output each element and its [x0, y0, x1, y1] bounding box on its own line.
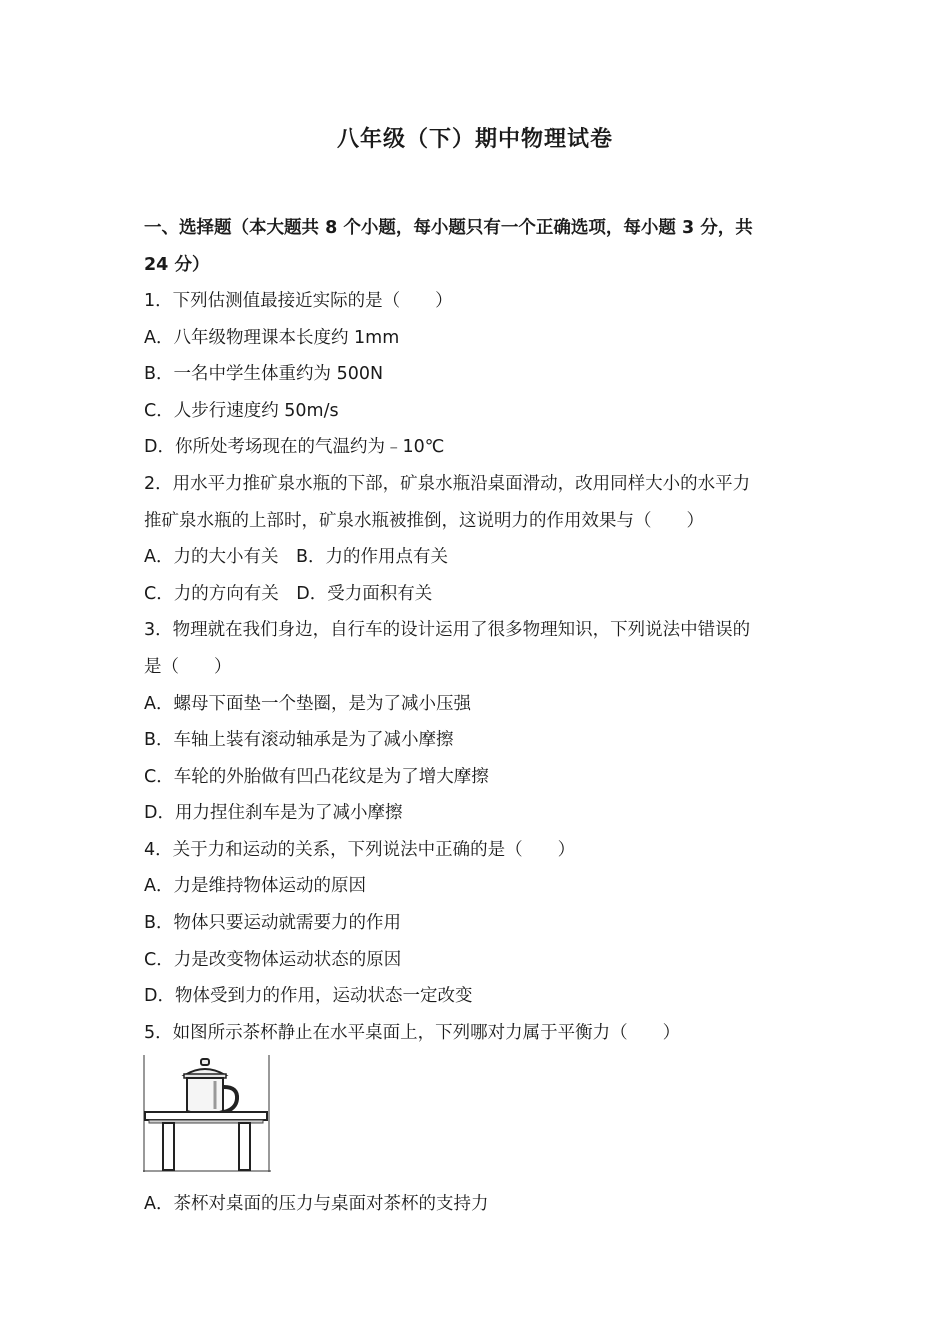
question-3-stem-line2: 是（ ） — [144, 657, 232, 677]
question-5-option-a: A．茶杯对桌面的压力与桌面对茶杯的支持力 — [144, 1194, 489, 1214]
question-3-option-b: B．车轴上装有滚动轴承是为了减小摩擦 — [144, 730, 454, 750]
question-2-options-ab: A．力的大小有关 B．力的作用点有关 — [144, 547, 448, 567]
question-4-option-d: D．物体受到力的作用，运动状态一定改变 — [144, 986, 473, 1006]
question-4-option-b: B．物体只要运动就需要力的作用 — [144, 913, 402, 933]
question-1-stem: 1．下列估测值最接近实际的是（ ） — [144, 291, 453, 311]
section-heading-line1: 一、选择题（本大题共 8 个小题，每小题只有一个正确选项，每小题 3 分，共 — [144, 218, 753, 238]
question-3-stem-line1: 3．物理就在我们身边，自行车的设计运用了很多物理知识，下列说法中错误的 — [144, 620, 751, 640]
question-2-stem-line2: 推矿泉水瓶的上部时，矿泉水瓶被推倒，这说明力的作用效果与（ ） — [144, 511, 704, 531]
question-3-option-c: C．车轮的外胎做有凹凸花纹是为了增大摩擦 — [144, 767, 489, 787]
question-3-option-a: A．螺母下面垫一个垫圈，是为了减小压强 — [144, 694, 471, 714]
teacup-on-table-figure — [143, 1055, 271, 1172]
question-2-stem-line1: 2．用水平力推矿泉水瓶的下部，矿泉水瓶沿桌面滑动，改用同样大小的水平力 — [144, 474, 751, 494]
question-1-option-c: C．人步行速度约 50m/s — [144, 401, 339, 421]
section-heading-line2: 24 分） — [144, 255, 210, 275]
question-1-option-a: A．八年级物理课本长度约 1mm — [144, 328, 400, 348]
question-4-option-c: C．力是改变物体运动状态的原因 — [144, 950, 402, 970]
teacup-icon — [184, 1059, 237, 1114]
question-1-option-b: B．一名中学生体重约为 500N — [144, 364, 384, 384]
question-3-option-d: D．用力捏住刹车是为了减小摩擦 — [144, 803, 403, 823]
question-5-stem: 5．如图所示茶杯静止在水平桌面上，下列哪对力属于平衡力（ ） — [144, 1023, 681, 1043]
section-heading — [144, 210, 814, 284]
question-2-options-cd: C．力的方向有关 D．受力面积有关 — [144, 584, 433, 604]
question-1-option-d: D．你所处考场现在的气温约为﹣10℃ — [144, 437, 445, 457]
question-4-stem: 4．关于力和运动的关系，下列说法中正确的是（ ） — [144, 840, 576, 860]
page-title: 八年级（下）期中物理试卷 — [336, 127, 613, 152]
table-icon — [145, 1112, 267, 1170]
question-4-option-a: A．力是维持物体运动的原因 — [144, 876, 366, 896]
